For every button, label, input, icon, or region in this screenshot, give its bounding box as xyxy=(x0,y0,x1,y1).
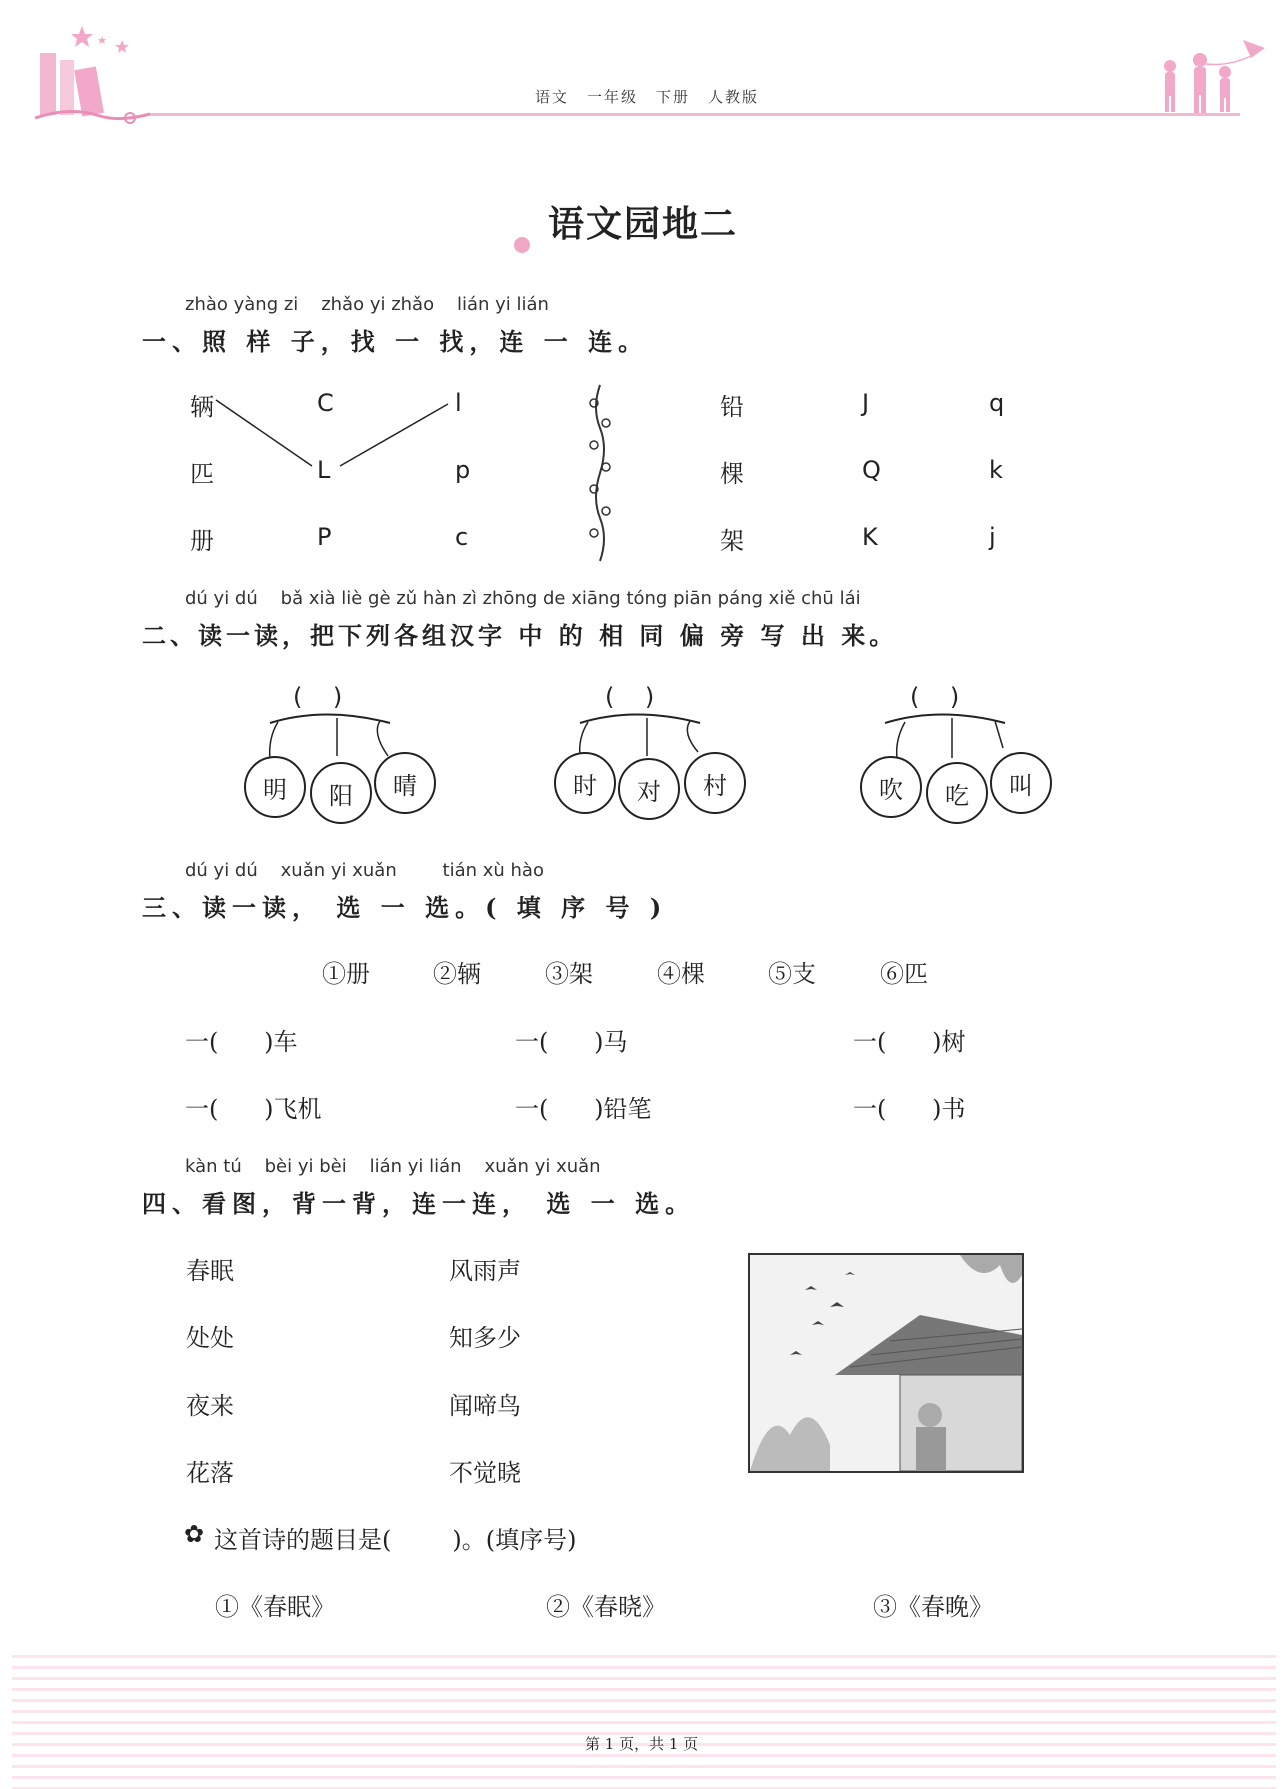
q1-left-upper-1: C xyxy=(317,389,334,417)
page-number: 第 1 页，共 1 页 xyxy=(585,1735,699,1753)
q3-blank-r2c3[interactable]: 一( )书 xyxy=(853,1095,966,1123)
q1-right-upper-2: Q xyxy=(862,456,881,484)
q1-left-lower-1: l xyxy=(455,389,462,417)
q1-right-char-3: 架 xyxy=(720,527,744,555)
q1-right-lower-2: k xyxy=(989,456,1003,484)
q3-option-4: ④棵 xyxy=(657,960,705,988)
footer-band xyxy=(12,1655,1276,1789)
q4-right-3: 闻啼鸟 xyxy=(449,1392,521,1420)
q2-group2-char-3: 村 xyxy=(684,752,746,814)
q2-group2-char-2: 对 xyxy=(618,758,680,820)
q4-right-4: 不觉晓 xyxy=(449,1459,521,1487)
q3-blank-r1c1[interactable]: 一( )车 xyxy=(185,1028,298,1056)
q4-right-1: 风雨声 xyxy=(449,1257,521,1285)
q1-right-char-1: 铅 xyxy=(720,393,744,421)
q4-flower-icon: ✿ xyxy=(184,1520,205,1548)
q1-right-upper-3: K xyxy=(862,523,878,551)
q3-pinyin: dú yi dú xuǎn yi xuǎn tián xù hào xyxy=(185,860,544,881)
q4-question: 这首诗的题目是( )。(填序号) xyxy=(214,1526,577,1554)
page-title: 语文园地二 xyxy=(548,203,739,245)
q4-left-3: 夜来 xyxy=(186,1392,234,1420)
q1-left-char-1: 辆 xyxy=(190,393,214,421)
q1-right-upper-1: J xyxy=(862,389,870,417)
q1-left-lower-3: c xyxy=(455,523,469,551)
q2-group3-char-3: 叫 xyxy=(990,752,1052,814)
q4-title: 四、看图，背一背，连一连， 选 一 选。 xyxy=(142,1189,696,1218)
header-grade: 一年级 xyxy=(587,88,639,106)
q3-blank-r1c3[interactable]: 一( )树 xyxy=(853,1028,966,1056)
q1-left-lower-2: p xyxy=(455,456,471,484)
q4-left-2: 处处 xyxy=(186,1324,234,1352)
header-subject: 语文 xyxy=(535,88,570,106)
q2-group2-char-1: 时 xyxy=(554,752,616,814)
q1-right-lower-1: q xyxy=(989,389,1005,417)
q3-blank-r2c1[interactable]: 一( )飞机 xyxy=(185,1095,322,1123)
header-volume: 下册 xyxy=(656,88,691,106)
q3-option-6: ⑥匹 xyxy=(880,960,928,988)
q3-option-5: ⑤支 xyxy=(768,960,816,988)
q1-right-lower-3: j xyxy=(989,523,996,551)
q1-vine-divider xyxy=(584,383,616,563)
q3-option-3: ③架 xyxy=(545,960,593,988)
q2-group3-char-2: 吃 xyxy=(926,762,988,824)
q1-title: 一、照 样 子，找 一 找，连 一 连。 xyxy=(142,327,649,356)
q1-right-char-2: 棵 xyxy=(720,460,744,488)
q4-choice-3: ③《春晚》 xyxy=(873,1593,993,1621)
q3-blank-r2c2[interactable]: 一( )铅笔 xyxy=(515,1095,652,1123)
q4-right-2: 知多少 xyxy=(449,1324,521,1352)
q3-option-1: ①册 xyxy=(322,960,370,988)
q2-group1-char-3: 晴 xyxy=(374,752,436,814)
q1-left-char-2: 匹 xyxy=(190,460,214,488)
q4-pinyin: kàn tú bèi yi bèi lián yi lián xuǎn yi xuǎn xyxy=(185,1156,601,1177)
q1-left-upper-3: P xyxy=(317,523,332,551)
q2-group2-answer-blank[interactable]: ( ) xyxy=(605,683,655,711)
q2-title: 二、读一读，把下列各组汉字 中 的 相 同 偏 旁 写 出 来。 xyxy=(142,621,898,650)
q3-option-2: ②辆 xyxy=(433,960,481,988)
poem-illustration xyxy=(748,1253,1024,1473)
q2-pinyin: dú yi dú bǎ xià liè gè zǔ hàn zì zhōng de xiāng tóng piān páng xiě chū lái xyxy=(185,588,861,609)
q1-left-upper-2: L xyxy=(317,456,331,484)
q4-left-4: 花落 xyxy=(186,1459,234,1487)
q3-blank-r1c2[interactable]: 一( )马 xyxy=(515,1028,628,1056)
header-edition: 人教版 xyxy=(708,88,760,106)
q4-left-1: 春眠 xyxy=(186,1257,234,1285)
q1-example-lines xyxy=(0,0,1287,600)
q1-pinyin: zhào yàng zi zhǎo yi zhǎo lián yi lián xyxy=(185,294,549,315)
q4-choice-2: ②《春晓》 xyxy=(546,1593,666,1621)
q3-title: 三、读一读， 选 一 选。( 填 序 号 ) xyxy=(142,893,668,922)
q2-group1-answer-blank[interactable]: ( ) xyxy=(293,683,343,711)
q4-choice-1: ①《春眠》 xyxy=(215,1593,335,1621)
q1-left-char-3: 册 xyxy=(190,527,214,555)
q2-group1-char-1: 明 xyxy=(244,756,306,818)
q2-group1-char-2: 阳 xyxy=(310,762,372,824)
q2-group3-char-1: 吹 xyxy=(860,756,922,818)
q2-group3-answer-blank[interactable]: ( ) xyxy=(910,683,960,711)
